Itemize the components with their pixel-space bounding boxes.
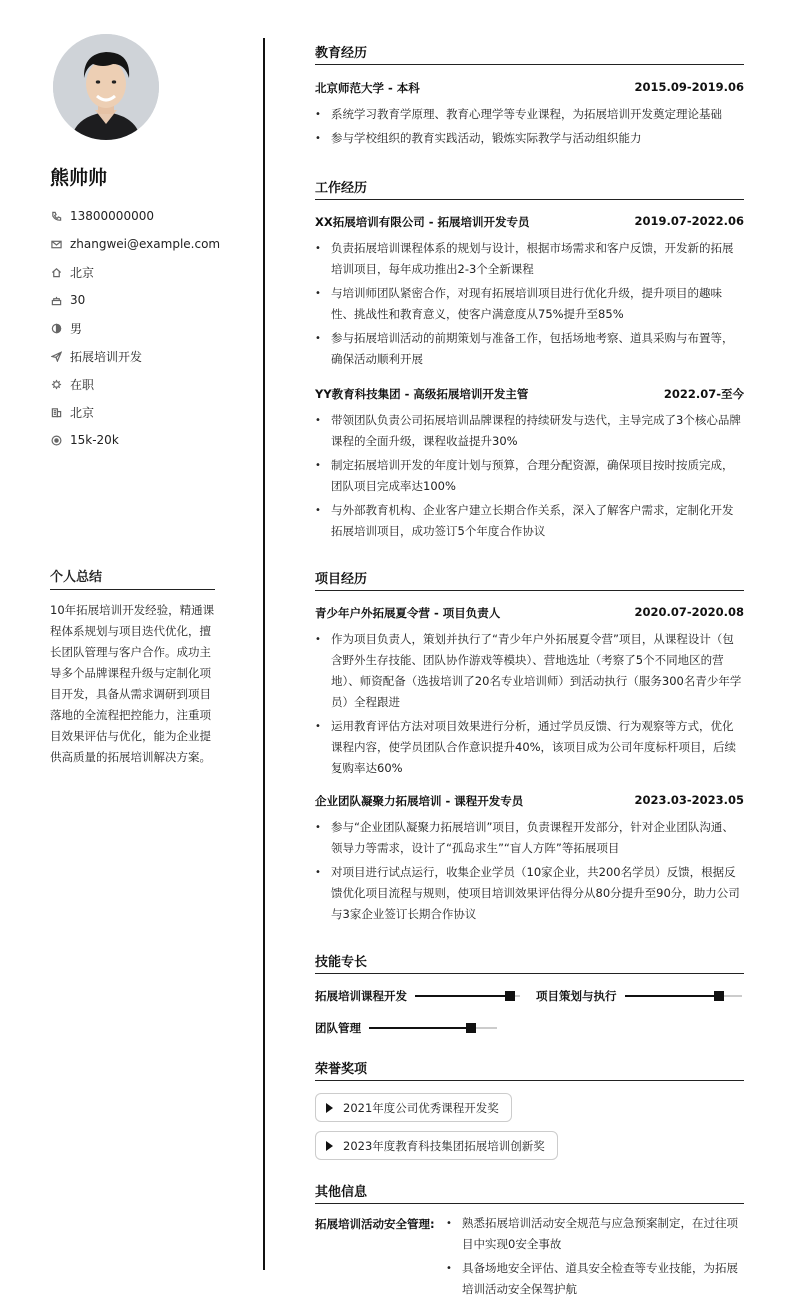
building-icon — [50, 406, 62, 418]
avatar — [53, 34, 159, 140]
candidate-name: 熊帅帅 — [50, 167, 108, 189]
job-head — [315, 386, 744, 402]
info-text: 在职 — [70, 377, 95, 392]
list-item: • 对项目进行试点运行，收集企业学员（10家企业，共200名学员）反馈，根据反馈优化项目流程与规则，使项目培训效果评估得分从80分提升至90分，助力公司与3家企业签订长期合作协议 — [315, 862, 744, 925]
info-text: 13800000000 — [70, 209, 154, 223]
project-bullets — [315, 817, 744, 928]
info-gender — [50, 314, 225, 342]
phone-icon — [50, 210, 62, 222]
job-bullets — [315, 410, 744, 545]
info-age — [50, 286, 225, 314]
job-head — [315, 214, 744, 230]
info-location — [50, 258, 225, 286]
column-divider — [263, 38, 265, 1270]
skill-fill — [415, 995, 510, 997]
school-name: 北京师范大学 - 本科 — [315, 81, 420, 95]
skill-label: 项目策划与执行 — [536, 989, 617, 1003]
project-head — [315, 793, 744, 809]
job-period: 2022.07-至今 — [663, 387, 744, 401]
project-period: 2020.07-2020.08 — [634, 605, 744, 619]
section-title-education: 教育经历 — [315, 42, 744, 65]
award-text: 2023年度教育科技集团拓展培训创新奖 — [343, 1138, 545, 1153]
info-email — [50, 230, 225, 258]
skill-knob — [714, 991, 724, 1001]
skill-fill — [625, 995, 719, 997]
skill-fill — [369, 1027, 471, 1029]
salary-icon — [50, 434, 62, 446]
info-text: 北京 — [70, 265, 95, 280]
award-item — [315, 1131, 558, 1160]
skill-item — [536, 988, 742, 1004]
gender-icon — [50, 322, 62, 334]
project-title: 企业团队凝聚力拓展培训 - 课程开发专员 — [315, 794, 524, 808]
skill-knob — [466, 1023, 476, 1033]
education-period: 2015.09-2019.06 — [634, 80, 744, 94]
skill-bar — [625, 995, 742, 997]
info-city — [50, 398, 225, 426]
play-icon — [326, 1103, 333, 1113]
list-item: • 制定拓展培训开发的年度计划与预算，合理分配资源，确保项目按时按质完成，团队项目完成率达100% — [315, 455, 744, 497]
project-head — [315, 605, 744, 621]
section-title-work: 工作经历 — [315, 177, 744, 200]
status-icon — [50, 378, 62, 390]
skill-item — [315, 1020, 497, 1036]
section-title-projects: 项目经历 — [315, 568, 744, 591]
skill-label: 拓展培训课程开发 — [315, 989, 407, 1003]
section-title-skills: 技能专长 — [315, 951, 744, 974]
contact-info — [50, 202, 225, 454]
project-bullets — [315, 629, 744, 782]
job-title: YY教育科技集团 - 高级拓展培训开发主管 — [315, 387, 529, 401]
list-item: • 与培训师团队紧密合作，对现有拓展培训项目进行优化升级，提升项目的趣味性、挑战性和教育意义，使客户满意度从75%提升至85% — [315, 283, 744, 325]
summary-text: 10年拓展培训开发经验，精通课程体系规划与项目迭代优化，擅长团队管理与客户合作。成功主导多个品牌课程升级与定制化项目开发，具备从需求调研到项目落地的全流程把控能力，注重项目效果评估与优化，能为企业提供高质量的拓展培训解决方案。 — [50, 603, 215, 764]
list-item: • 参与拓展培训活动的前期策划与准备工作，包括场地考察、道具采购与布置等，确保活动顺利开展 — [315, 328, 744, 370]
project-period: 2023.03-2023.05 — [634, 793, 744, 807]
list-item: • 运用教育评估方法对项目效果进行分析，通过学员反馈、行为观察等方式，优化课程内容，使学员团队合作意识提升40%，该项目成为公司年度标杆项目，后续复购率达60% — [315, 716, 744, 779]
list-item: • 负责拓展培训课程体系的规划与设计，根据市场需求和客户反馈，开发新的拓展培训项目，每年成功推出2-3个全新课程 — [315, 238, 744, 280]
skill-knob — [505, 991, 515, 1001]
home-icon — [50, 266, 62, 278]
info-salary — [50, 426, 225, 454]
info-text: zhangwei@example.com — [70, 237, 221, 251]
project-title: 青少年户外拓展夏令营 - 项目负责人 — [315, 606, 501, 620]
list-item: • 熟悉拓展培训活动安全规范与应急预案制定，在过往项目中实现0安全事故 — [446, 1213, 744, 1255]
section-title-other: 其他信息 — [315, 1181, 744, 1204]
award-text: 2021年度公司优秀课程开发奖 — [343, 1100, 499, 1115]
list-item: • 具备场地安全评估、道具安全检查等专业技能，为拓展培训活动安全保驾护航 — [446, 1258, 744, 1300]
job-bullets — [315, 238, 744, 373]
list-item: • 与外部教育机构、企业客户建立长期合作关系，深入了解客户需求，定制化开发拓展培训项目，成功签订5个年度合作协议 — [315, 500, 744, 542]
info-text: 男 — [70, 321, 83, 336]
education-entry-head — [315, 80, 744, 96]
list-item: • 系统学习教育学原理、教育心理学等专业课程，为拓展培训开发奠定理论基础 — [315, 104, 744, 125]
skill-label: 团队管理 — [315, 1021, 361, 1035]
list-item: • 带领团队负责公司拓展培训品牌课程的持续研发与迭代，主导完成了3个核心品牌课程的全面升级，课程收益提升30% — [315, 410, 744, 452]
list-item: • 作为项目负责人，策划并执行了“青少年户外拓展夏令营”项目，从课程设计（包含野外生存技能、团队协作游戏等模块）、营地选址（考察了5个不同地区的营地）、师资配备（选拔培训了20名专业培训师）到活动执行（服务300名青少年学员）全程跟进 — [315, 629, 744, 713]
info-text: 15k-20k — [70, 433, 119, 447]
info-text: 30 — [70, 293, 86, 307]
job-period: 2019.07-2022.06 — [634, 214, 744, 228]
summary-title: 个人总结 — [50, 566, 215, 590]
award-item — [315, 1093, 512, 1122]
skill-item — [315, 988, 520, 1004]
list-item: • 参与学校组织的教育实践活动，锻炼实际教学与活动组织能力 — [315, 128, 744, 149]
education-bullets — [315, 104, 744, 152]
send-icon — [50, 350, 62, 362]
play-icon — [326, 1141, 333, 1151]
info-position — [50, 342, 225, 370]
skill-bar — [415, 995, 520, 997]
job-title: XX拓展培训有限公司 - 拓展培训开发专员 — [315, 215, 530, 229]
info-status — [50, 370, 225, 398]
info-phone — [50, 202, 225, 230]
info-text: 北京 — [70, 405, 95, 420]
skill-bar — [369, 1027, 497, 1029]
list-item: • 参与“企业团队凝聚力拓展培训”项目，负责课程开发部分，针对企业团队沟通、领导力等需求，设计了“孤岛求生”“盲人方阵”等拓展项目 — [315, 817, 744, 859]
info-text: 拓展培训开发 — [70, 349, 143, 364]
age-icon — [50, 294, 62, 306]
mail-icon — [50, 238, 62, 250]
section-title-awards: 荣誉奖项 — [315, 1058, 744, 1081]
other-bullets — [446, 1213, 744, 1303]
other-label: 拓展培训活动安全管理: — [315, 1217, 435, 1231]
